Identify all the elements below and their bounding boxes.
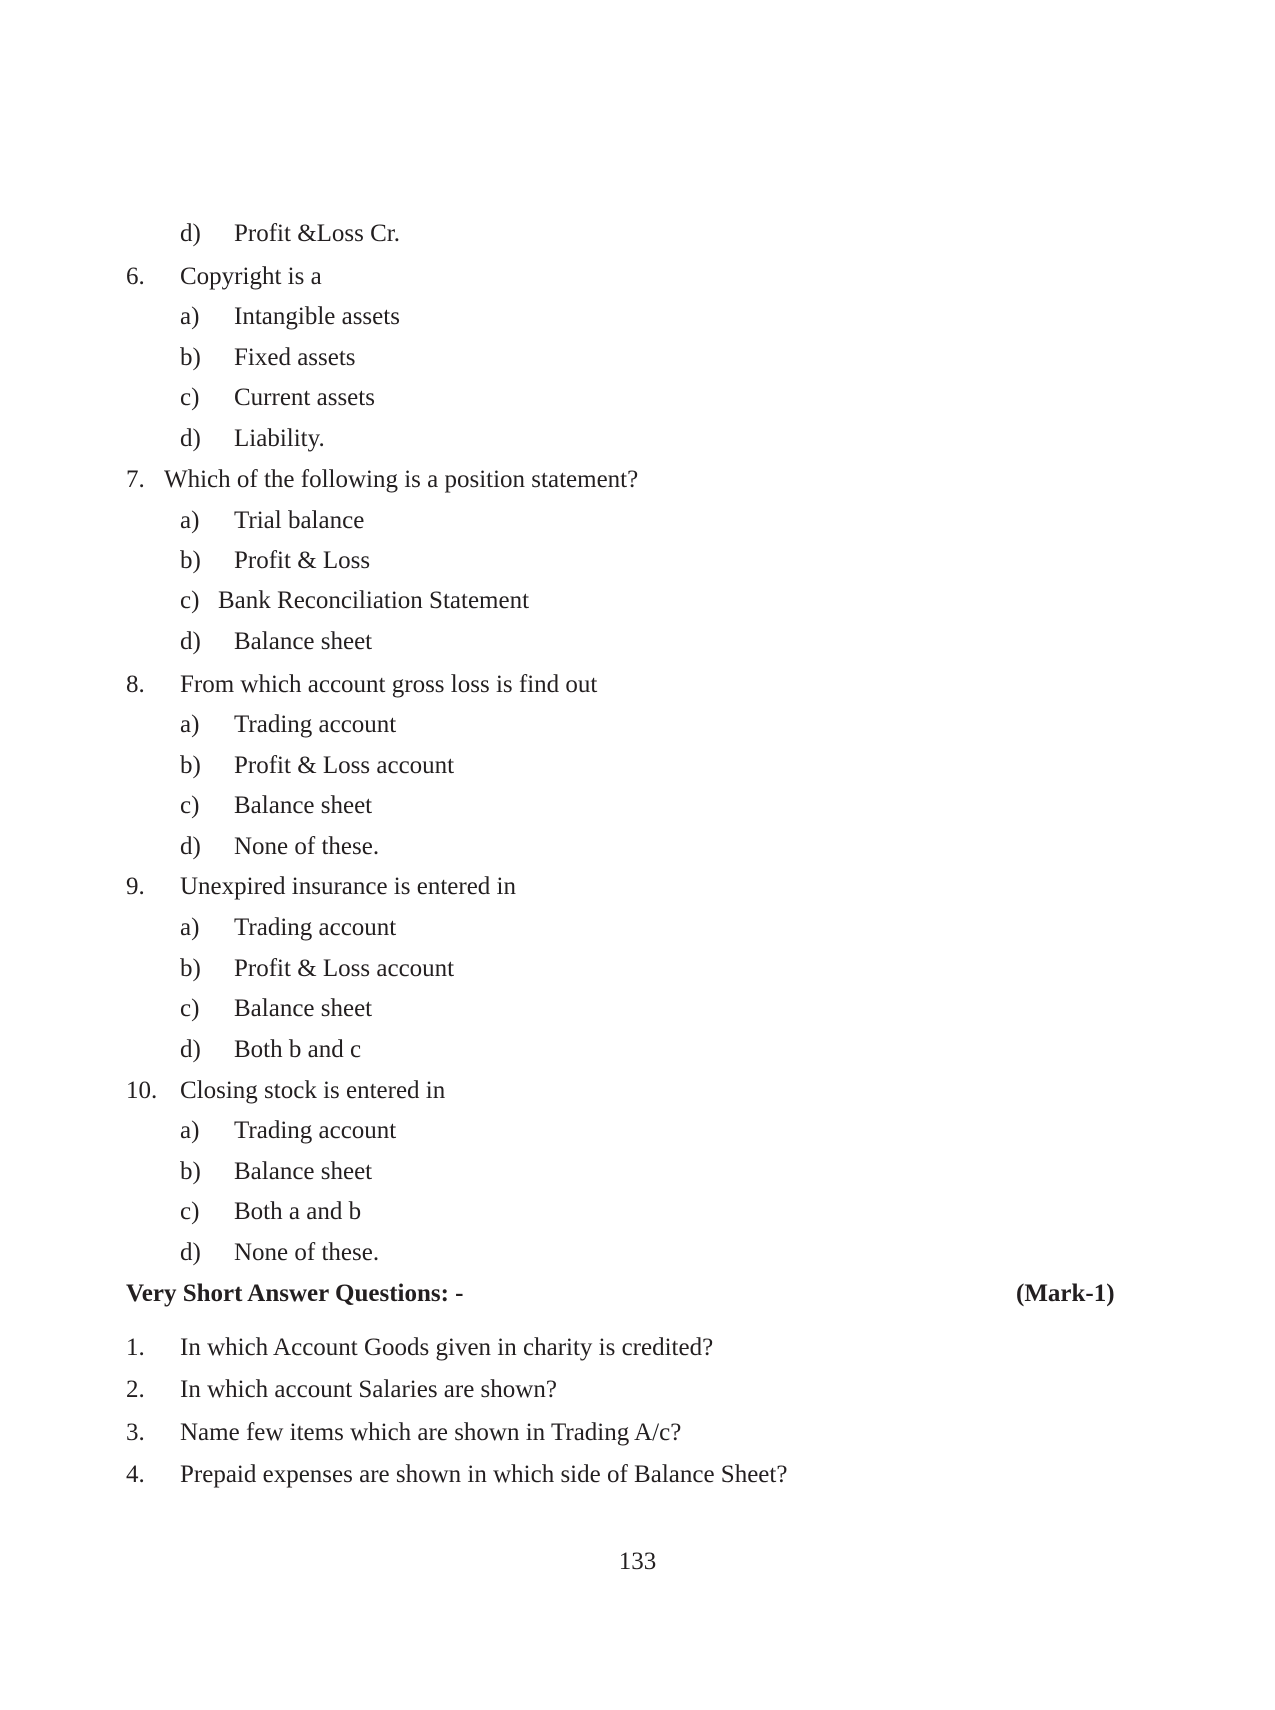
option-marker: d) [180, 628, 201, 655]
option-marker: c) [180, 792, 200, 819]
option-text: Liability. [234, 425, 325, 452]
option-marker: d) [180, 425, 201, 452]
question-number: 4. [126, 1461, 145, 1488]
option-marker: d) [180, 833, 201, 860]
option-marker: b) [180, 547, 201, 574]
option-marker: d) [180, 1239, 201, 1266]
question-text: Unexpired insurance is entered in [180, 873, 516, 900]
question-text: Name few items which are shown in Trading A/c? [180, 1419, 682, 1446]
option-marker: a) [180, 303, 200, 330]
page-number: 133 [618, 1548, 657, 1575]
option-text: Trading account [234, 711, 397, 738]
option-text: Balance sheet [234, 995, 373, 1022]
option-marker: c) [180, 995, 200, 1022]
question-text: In which Account Goods given in charity is credited? [180, 1334, 714, 1361]
question-number: 1. [126, 1334, 145, 1361]
option-marker: a) [180, 507, 200, 534]
question-number: 2. [126, 1376, 145, 1403]
option-marker: d) [180, 220, 201, 247]
option-marker: d) [180, 1036, 201, 1063]
option-text: Profit & Loss account [234, 752, 455, 779]
option-text: Profit &Loss Cr. [234, 220, 400, 247]
option-text: Current assets [234, 384, 375, 411]
option-marker: c) [180, 587, 200, 614]
option-marker: b) [180, 752, 201, 779]
option-text: Trading account [234, 1117, 397, 1144]
option-marker: a) [180, 914, 200, 941]
option-text: Profit & Loss account [234, 955, 455, 982]
option-marker: c) [180, 1198, 200, 1225]
question-text: Closing stock is entered in [180, 1077, 446, 1104]
option-marker: a) [180, 711, 200, 738]
option-text: Balance sheet [234, 792, 373, 819]
section-title: Very Short Answer Questions: - [126, 1280, 464, 1307]
option-text: None of these. [234, 1239, 380, 1266]
option-marker: b) [180, 344, 201, 371]
option-marker: c) [180, 384, 200, 411]
option-text: Intangible assets [234, 303, 400, 330]
question-number: 8. [126, 671, 145, 698]
option-text: Trading account [234, 914, 397, 941]
option-marker: b) [180, 955, 201, 982]
question-text: Copyright is a [180, 263, 322, 290]
option-text: Both a and b [234, 1198, 362, 1225]
option-text: Balance sheet [234, 628, 373, 655]
question-text: From which account gross loss is find out [180, 671, 598, 698]
option-text: Profit & Loss [234, 547, 371, 574]
question-number: 10. [126, 1077, 158, 1104]
question-text: In which account Salaries are shown? [180, 1376, 557, 1403]
option-text: None of these. [234, 833, 380, 860]
option-text: Both b and c [234, 1036, 362, 1063]
question-number: 3. [126, 1419, 145, 1446]
section-marks: (Mark-1) [1016, 1280, 1115, 1307]
option-text: Fixed assets [234, 344, 356, 371]
option-marker: a) [180, 1117, 200, 1144]
question-text: Which of the following is a position statement? [164, 466, 639, 493]
question-number: 7. [126, 466, 145, 493]
option-text: Trial balance [234, 507, 365, 534]
question-number: 6. [126, 263, 145, 290]
option-text: Bank Reconciliation Statement [218, 587, 530, 614]
option-marker: b) [180, 1158, 201, 1185]
question-number: 9. [126, 873, 145, 900]
question-text: Prepaid expenses are shown in which side of Balance Sheet? [180, 1461, 788, 1488]
option-text: Balance sheet [234, 1158, 373, 1185]
